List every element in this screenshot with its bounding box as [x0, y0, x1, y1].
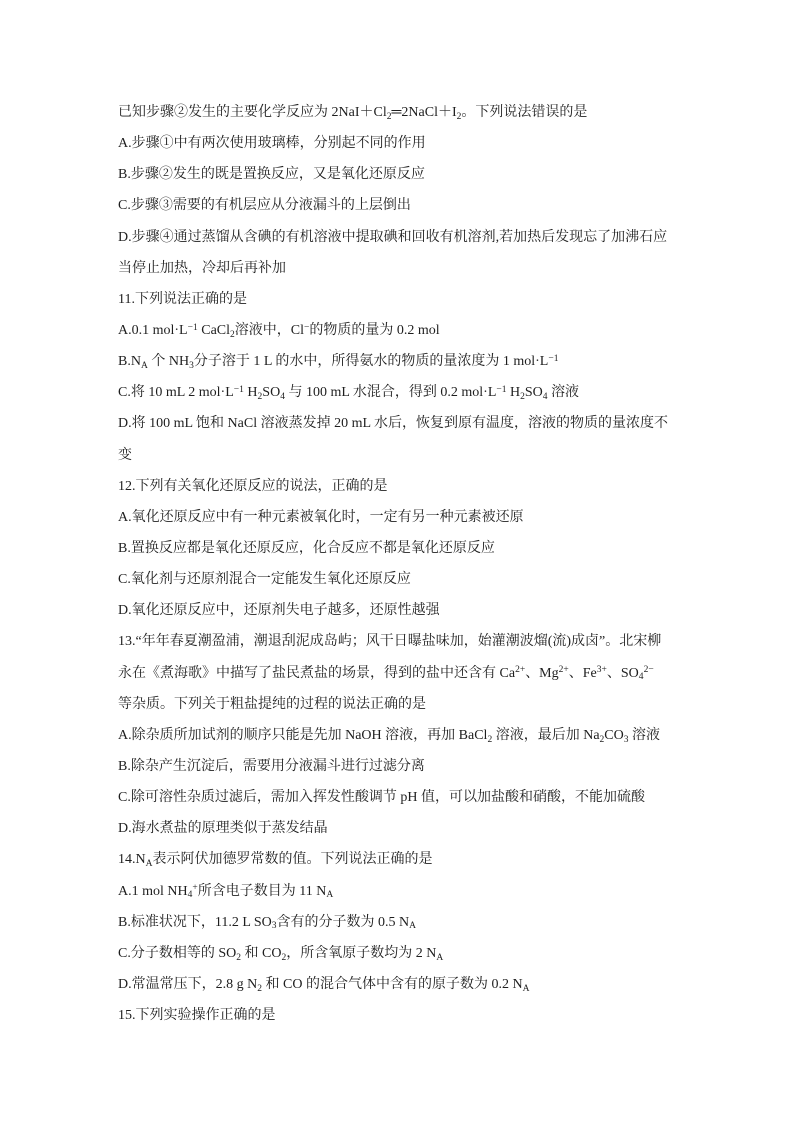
subscript: 3 — [623, 734, 629, 745]
subscript: 4 — [542, 392, 548, 403]
text-run: 和 CO 的混合气体中含有的原子数为 0.2 N — [262, 976, 523, 992]
text-line — [118, 539, 495, 559]
text-line — [118, 570, 411, 590]
text-run: H — [243, 385, 258, 401]
text-run: 的物质的量为 0.2 mol — [309, 323, 440, 338]
subscript: 4 — [638, 672, 644, 683]
text-line — [118, 196, 411, 216]
subscript: 2 — [236, 952, 241, 963]
subscript: A — [409, 921, 417, 932]
text-run: 永在《煮海歌》中描写了盐民煮盐的场景，得到的盐中还含有 Ca — [118, 665, 516, 681]
text-line — [118, 477, 388, 497]
text-run: 与 100 mL 水混合，得到 0.2 mol·L — [284, 385, 497, 401]
text-line — [118, 695, 426, 715]
text-run: A.氧化还原反应中有一种元素被氧化时，一定有另一种元素被还原 — [118, 509, 524, 525]
subscript: 2 — [456, 111, 462, 122]
text-run: 和 CO — [241, 945, 282, 961]
text-run: C.步骤③需要的有机层应从分液漏斗的上层倒出 — [118, 198, 411, 214]
text-run: 个 NH — [147, 354, 190, 370]
text-line — [118, 601, 440, 621]
superscript: 2+ — [558, 665, 569, 676]
subscript: 4 — [187, 890, 193, 901]
text-run: B.除杂产生沉淀后，需要用分液漏斗进行过滤分离 — [118, 758, 425, 774]
text-line — [118, 913, 416, 933]
text-run: D.步骤④通过蒸馏从含碘的有机溶液中提取碘和回收有机溶剂,若加热后发现忘了加沸石应 — [118, 229, 668, 245]
subscript: 2 — [230, 329, 235, 340]
text-run: 已知步骤②发生的主要化学反应为 2NaI＋Cl — [118, 105, 387, 120]
superscript: −1 — [496, 385, 507, 396]
text-line — [118, 850, 433, 870]
text-line — [118, 446, 132, 466]
text-run: D.氧化还原反应中，还原剂失电子越多，还原性越强 — [118, 603, 440, 619]
text-run: A.1 mol NH — [118, 883, 188, 899]
text-run: CO — [604, 727, 624, 743]
text-line — [118, 757, 425, 777]
subscript: 2 — [599, 734, 605, 745]
text-line — [118, 321, 440, 341]
text-line — [118, 726, 660, 746]
text-run: C.将 10 mL 2 mol·L — [118, 385, 234, 401]
text-run: 溶液，最后加 Na — [492, 727, 600, 743]
text-line — [118, 882, 333, 902]
subscript: A — [436, 952, 444, 963]
text-line — [118, 383, 579, 403]
text-line — [118, 788, 645, 808]
subscript: 2 — [257, 392, 263, 403]
text-run: 所含电子数目为 11 N — [197, 883, 327, 899]
text-run: 15.下列实验操作正确的是 — [118, 1008, 276, 1024]
text-run: A.0.1 mol·L — [118, 323, 188, 338]
text-line — [118, 944, 443, 964]
subscript: A — [326, 890, 334, 901]
text-run: 溶液 — [547, 385, 580, 401]
text-run: A.步骤①中有两次使用玻璃棒，分别起不同的作用 — [118, 136, 426, 152]
text-run: D.常温常压下，2.8 g N — [118, 976, 258, 992]
text-run: ，所含氧原子数均为 2 N — [286, 945, 437, 961]
text-run: SO — [262, 385, 281, 401]
subscript: 2 — [281, 952, 287, 963]
text-run: 溶液中，Cl — [234, 323, 305, 338]
text-line — [118, 103, 587, 123]
text-run: H — [506, 385, 521, 401]
text-run: 当停止加热，冷却后再补加 — [118, 260, 286, 276]
text-run: 、Fe — [568, 665, 597, 681]
subscript: 2 — [487, 734, 493, 745]
text-run: D.海水煮盐的原理类似于蒸发结晶 — [118, 821, 328, 837]
superscript: −1 — [233, 385, 244, 396]
text-run: SO — [524, 385, 543, 401]
subscript: 2 — [520, 392, 525, 403]
text-run: D.将 100 mL 饱和 NaCl 溶液蒸发掉 20 mL 水后，恢复到原有温度，溶液的物质的量浓度不 — [118, 416, 669, 432]
text-run: 、SO — [606, 665, 639, 681]
text-run: 12.下列有关氧化还原反应的说法，正确的是 — [118, 478, 388, 494]
superscript: 2+ — [515, 665, 526, 676]
subscript: 4 — [280, 392, 285, 403]
text-line — [118, 352, 558, 372]
text-run: C.除可溶性杂质过滤后，需加入挥发性酸调节 pH 值，可以加盐酸和硝酸，不能加硫酸 — [118, 790, 645, 806]
text-line — [118, 259, 286, 279]
text-line — [118, 1006, 276, 1026]
text-run: 。下列说法错误的是 — [461, 105, 588, 120]
text-run: C.分子数相等的 SO — [118, 945, 237, 961]
subscript: 2 — [386, 111, 392, 122]
text-run: 含有的分子数为 0.5 N — [276, 914, 410, 930]
superscript: −1 — [548, 353, 559, 364]
text-line — [118, 664, 654, 684]
subscript: A — [145, 859, 153, 870]
text-line — [118, 508, 524, 528]
superscript: 2− — [643, 665, 654, 676]
text-run: 14.N — [118, 852, 146, 868]
text-run: 溶液 — [628, 727, 661, 743]
text-run: ═2NaCl＋I — [391, 105, 457, 120]
text-run: C.氧化剂与还原剂混合一定能发生氧化还原反应 — [118, 572, 411, 588]
superscript: −1 — [187, 322, 198, 333]
text-line — [118, 975, 529, 995]
text-run: B.标准状况下，11.2 L SO — [118, 914, 272, 930]
text-line — [118, 165, 425, 185]
subscript: 3 — [189, 360, 194, 371]
text-line — [118, 632, 661, 652]
text-run: A.除杂质所加试剂的顺序只能是先加 NaOH 溶液，再加 BaCl — [118, 727, 488, 743]
superscript: − — [304, 322, 310, 333]
text-run: B.N — [118, 354, 141, 370]
subscript: 3 — [271, 921, 277, 932]
text-run: 等杂质。下列关于粗盐提纯的过程的说法正确的是 — [118, 696, 426, 712]
text-run: 变 — [118, 447, 132, 463]
text-run: 分子溶于 1 L 的水中，所得氨水的物质的量浓度为 1 mol·L — [193, 354, 549, 370]
text-run: B.步骤②发生的既是置换反应，又是氧化还原反应 — [118, 167, 425, 183]
text-line — [118, 819, 328, 839]
text-run: 13.“年年春夏潮盈浦，潮退刮泥成岛屿；风干日曝盐味加，始灌潮波熘(流)成卤”。北宋柳 — [118, 634, 662, 650]
subscript: 2 — [257, 983, 262, 994]
text-line — [118, 414, 668, 434]
text-run: 、Mg — [525, 665, 559, 681]
text-run: 11.下列说法正确的是 — [118, 291, 247, 307]
text-line — [118, 134, 426, 154]
subscript: A — [140, 360, 148, 371]
text-run: CaCl — [197, 323, 231, 338]
text-line — [118, 228, 667, 248]
superscript: 3+ — [596, 665, 607, 676]
text-run: 表示阿伏加德罗常数的值。下列说法正确的是 — [152, 852, 433, 868]
subscript: A — [522, 983, 530, 994]
text-line — [118, 290, 247, 310]
superscript: + — [192, 883, 198, 894]
text-run: B.置换反应都是氧化还原反应，化合反应不都是氧化还原反应 — [118, 541, 495, 556]
